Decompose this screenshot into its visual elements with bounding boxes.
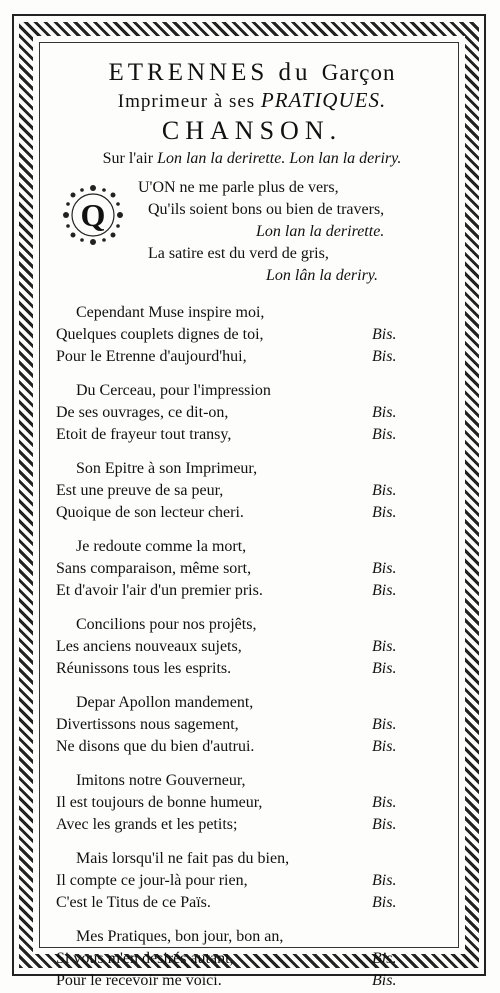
verse-text: Il compte ce jour-là pour rien, bbox=[56, 872, 248, 889]
verse-line bbox=[56, 714, 448, 736]
bis-marker: Bis. bbox=[372, 972, 397, 989]
verse-line bbox=[56, 458, 448, 480]
title-smallcaps: Garçon bbox=[321, 60, 396, 85]
bis-marker: Bis. bbox=[372, 582, 397, 599]
title-line-2 bbox=[56, 88, 448, 114]
verse-text: De ses ouvrages, ce dit-on, bbox=[56, 404, 229, 421]
verse-text: Mais lorsqu'il ne fait pas du bien, bbox=[76, 850, 290, 867]
bis-marker: Bis. bbox=[372, 504, 397, 521]
verse-text: Réunissons tous les esprits. bbox=[56, 660, 232, 677]
content-area bbox=[56, 58, 448, 992]
verse-line bbox=[56, 380, 448, 402]
stanza bbox=[56, 302, 448, 368]
verse-text: Si vous m'en desirés autant, bbox=[56, 950, 234, 967]
opening-line: Qu'ils soient bons ou bien de travers, bbox=[148, 201, 385, 218]
verse-line bbox=[56, 536, 448, 558]
bis-marker: Bis. bbox=[372, 894, 397, 911]
title-main: ETRENNES du bbox=[108, 59, 312, 86]
opening-refrain: Lon lan la derirette. bbox=[256, 223, 385, 240]
opening-refrain: Lon lân la deriry. bbox=[266, 267, 379, 284]
stanza bbox=[56, 458, 448, 524]
stanza bbox=[56, 614, 448, 680]
verse-text: Il est toujours de bonne humeur, bbox=[56, 794, 263, 811]
bis-marker: Bis. bbox=[372, 638, 397, 655]
verse-line bbox=[56, 302, 448, 324]
tune-name: Lon lan la derirette. Lon lan la deriry. bbox=[157, 150, 402, 167]
verse-line bbox=[56, 402, 448, 424]
stanza bbox=[56, 692, 448, 758]
bis-marker: Bis. bbox=[372, 816, 397, 833]
bis-marker: Bis. bbox=[372, 560, 397, 577]
stanza bbox=[56, 380, 448, 446]
title-line-1 bbox=[56, 58, 448, 88]
verse-text: Cependant Muse inspire moi, bbox=[76, 304, 265, 321]
verse-text: Imitons notre Gouverneur, bbox=[76, 772, 246, 789]
verse-text: Quelques couplets dignes de toi, bbox=[56, 326, 264, 343]
stanza bbox=[56, 536, 448, 602]
stanza bbox=[56, 770, 448, 836]
verse-text: Etoit de frayeur tout transy, bbox=[56, 426, 232, 443]
stanza bbox=[56, 926, 448, 992]
verse-text: Quoique de son lecteur cheri. bbox=[56, 504, 244, 521]
verse-line bbox=[56, 502, 448, 524]
verse-text: Avec les grands et les petits; bbox=[56, 816, 238, 833]
subtitle-italic: PRATIQUES. bbox=[260, 88, 387, 112]
verse-text: Mes Pratiques, bon jour, bon an, bbox=[76, 928, 284, 945]
opening-line: U'ON ne me parle plus de vers, bbox=[138, 179, 339, 196]
verse-line bbox=[56, 948, 448, 970]
opening-line: La satire est du verd de gris, bbox=[148, 245, 329, 262]
dropcap-ornament bbox=[60, 182, 126, 248]
verse-line bbox=[56, 770, 448, 792]
verse-line bbox=[56, 926, 448, 948]
verse-text: Je redoute comme la mort, bbox=[76, 538, 247, 555]
stanza-list bbox=[56, 302, 448, 992]
verse-text: Son Epitre à son Imprimeur, bbox=[76, 460, 258, 477]
song-heading: CHANSON. bbox=[161, 116, 343, 145]
verse-text: Les anciens nouveaux sujets, bbox=[56, 638, 242, 655]
verse-line bbox=[56, 614, 448, 636]
subtitle-plain: Imprimeur à ses bbox=[117, 91, 256, 112]
verse-line bbox=[56, 346, 448, 368]
verse-line bbox=[56, 480, 448, 502]
verse-line bbox=[56, 870, 448, 892]
stanza bbox=[56, 848, 448, 914]
verse-text: Du Cerceau, pour l'impression bbox=[76, 382, 271, 399]
tune-prefix: Sur l'air bbox=[102, 150, 154, 167]
verse-text: Concilions pour nos projêts, bbox=[76, 616, 257, 633]
bis-marker: Bis. bbox=[372, 794, 397, 811]
verse-line bbox=[56, 892, 448, 914]
bis-marker: Bis. bbox=[372, 426, 397, 443]
verse-line bbox=[56, 424, 448, 446]
bis-marker: Bis. bbox=[372, 716, 397, 733]
verse-line bbox=[56, 814, 448, 836]
verse-line bbox=[56, 970, 448, 992]
bis-marker: Bis. bbox=[372, 738, 397, 755]
bis-marker: Bis. bbox=[372, 348, 397, 365]
verse-line bbox=[56, 792, 448, 814]
verse-text: C'est le Titus de ce Païs. bbox=[56, 894, 211, 911]
verse-text: Pour le recevoir me voici. bbox=[56, 972, 222, 989]
verse-line bbox=[56, 558, 448, 580]
verse-text: Est une preuve de sa peur, bbox=[56, 482, 224, 499]
verse-text: Pour le Etrenne d'aujourd'hui, bbox=[56, 348, 247, 365]
verse-text: Divertissons nous sagement, bbox=[56, 716, 239, 733]
bis-marker: Bis. bbox=[372, 482, 397, 499]
bis-marker: Bis. bbox=[372, 404, 397, 421]
bis-marker: Bis. bbox=[372, 660, 397, 677]
opening-stanza bbox=[56, 178, 448, 290]
verse-line bbox=[56, 692, 448, 714]
verse-line bbox=[56, 658, 448, 680]
tune-line bbox=[56, 148, 448, 170]
verse-line bbox=[56, 636, 448, 658]
verse-text: Sans comparaison, même sort, bbox=[56, 560, 252, 577]
verse-text: Ne disons que du bien d'autrui. bbox=[56, 738, 255, 755]
verse-line bbox=[56, 580, 448, 602]
verse-text: Et d'avoir l'air d'un premier pris. bbox=[56, 582, 263, 599]
verse-line bbox=[56, 324, 448, 346]
verse-text: Depar Apollon mandement, bbox=[76, 694, 254, 711]
bis-marker: Bis. bbox=[372, 950, 397, 967]
bis-marker: Bis. bbox=[372, 326, 397, 343]
verse-line bbox=[56, 848, 448, 870]
verse-line bbox=[56, 736, 448, 758]
dropcap-letter: Q bbox=[80, 197, 106, 233]
bis-marker: Bis. bbox=[372, 872, 397, 889]
